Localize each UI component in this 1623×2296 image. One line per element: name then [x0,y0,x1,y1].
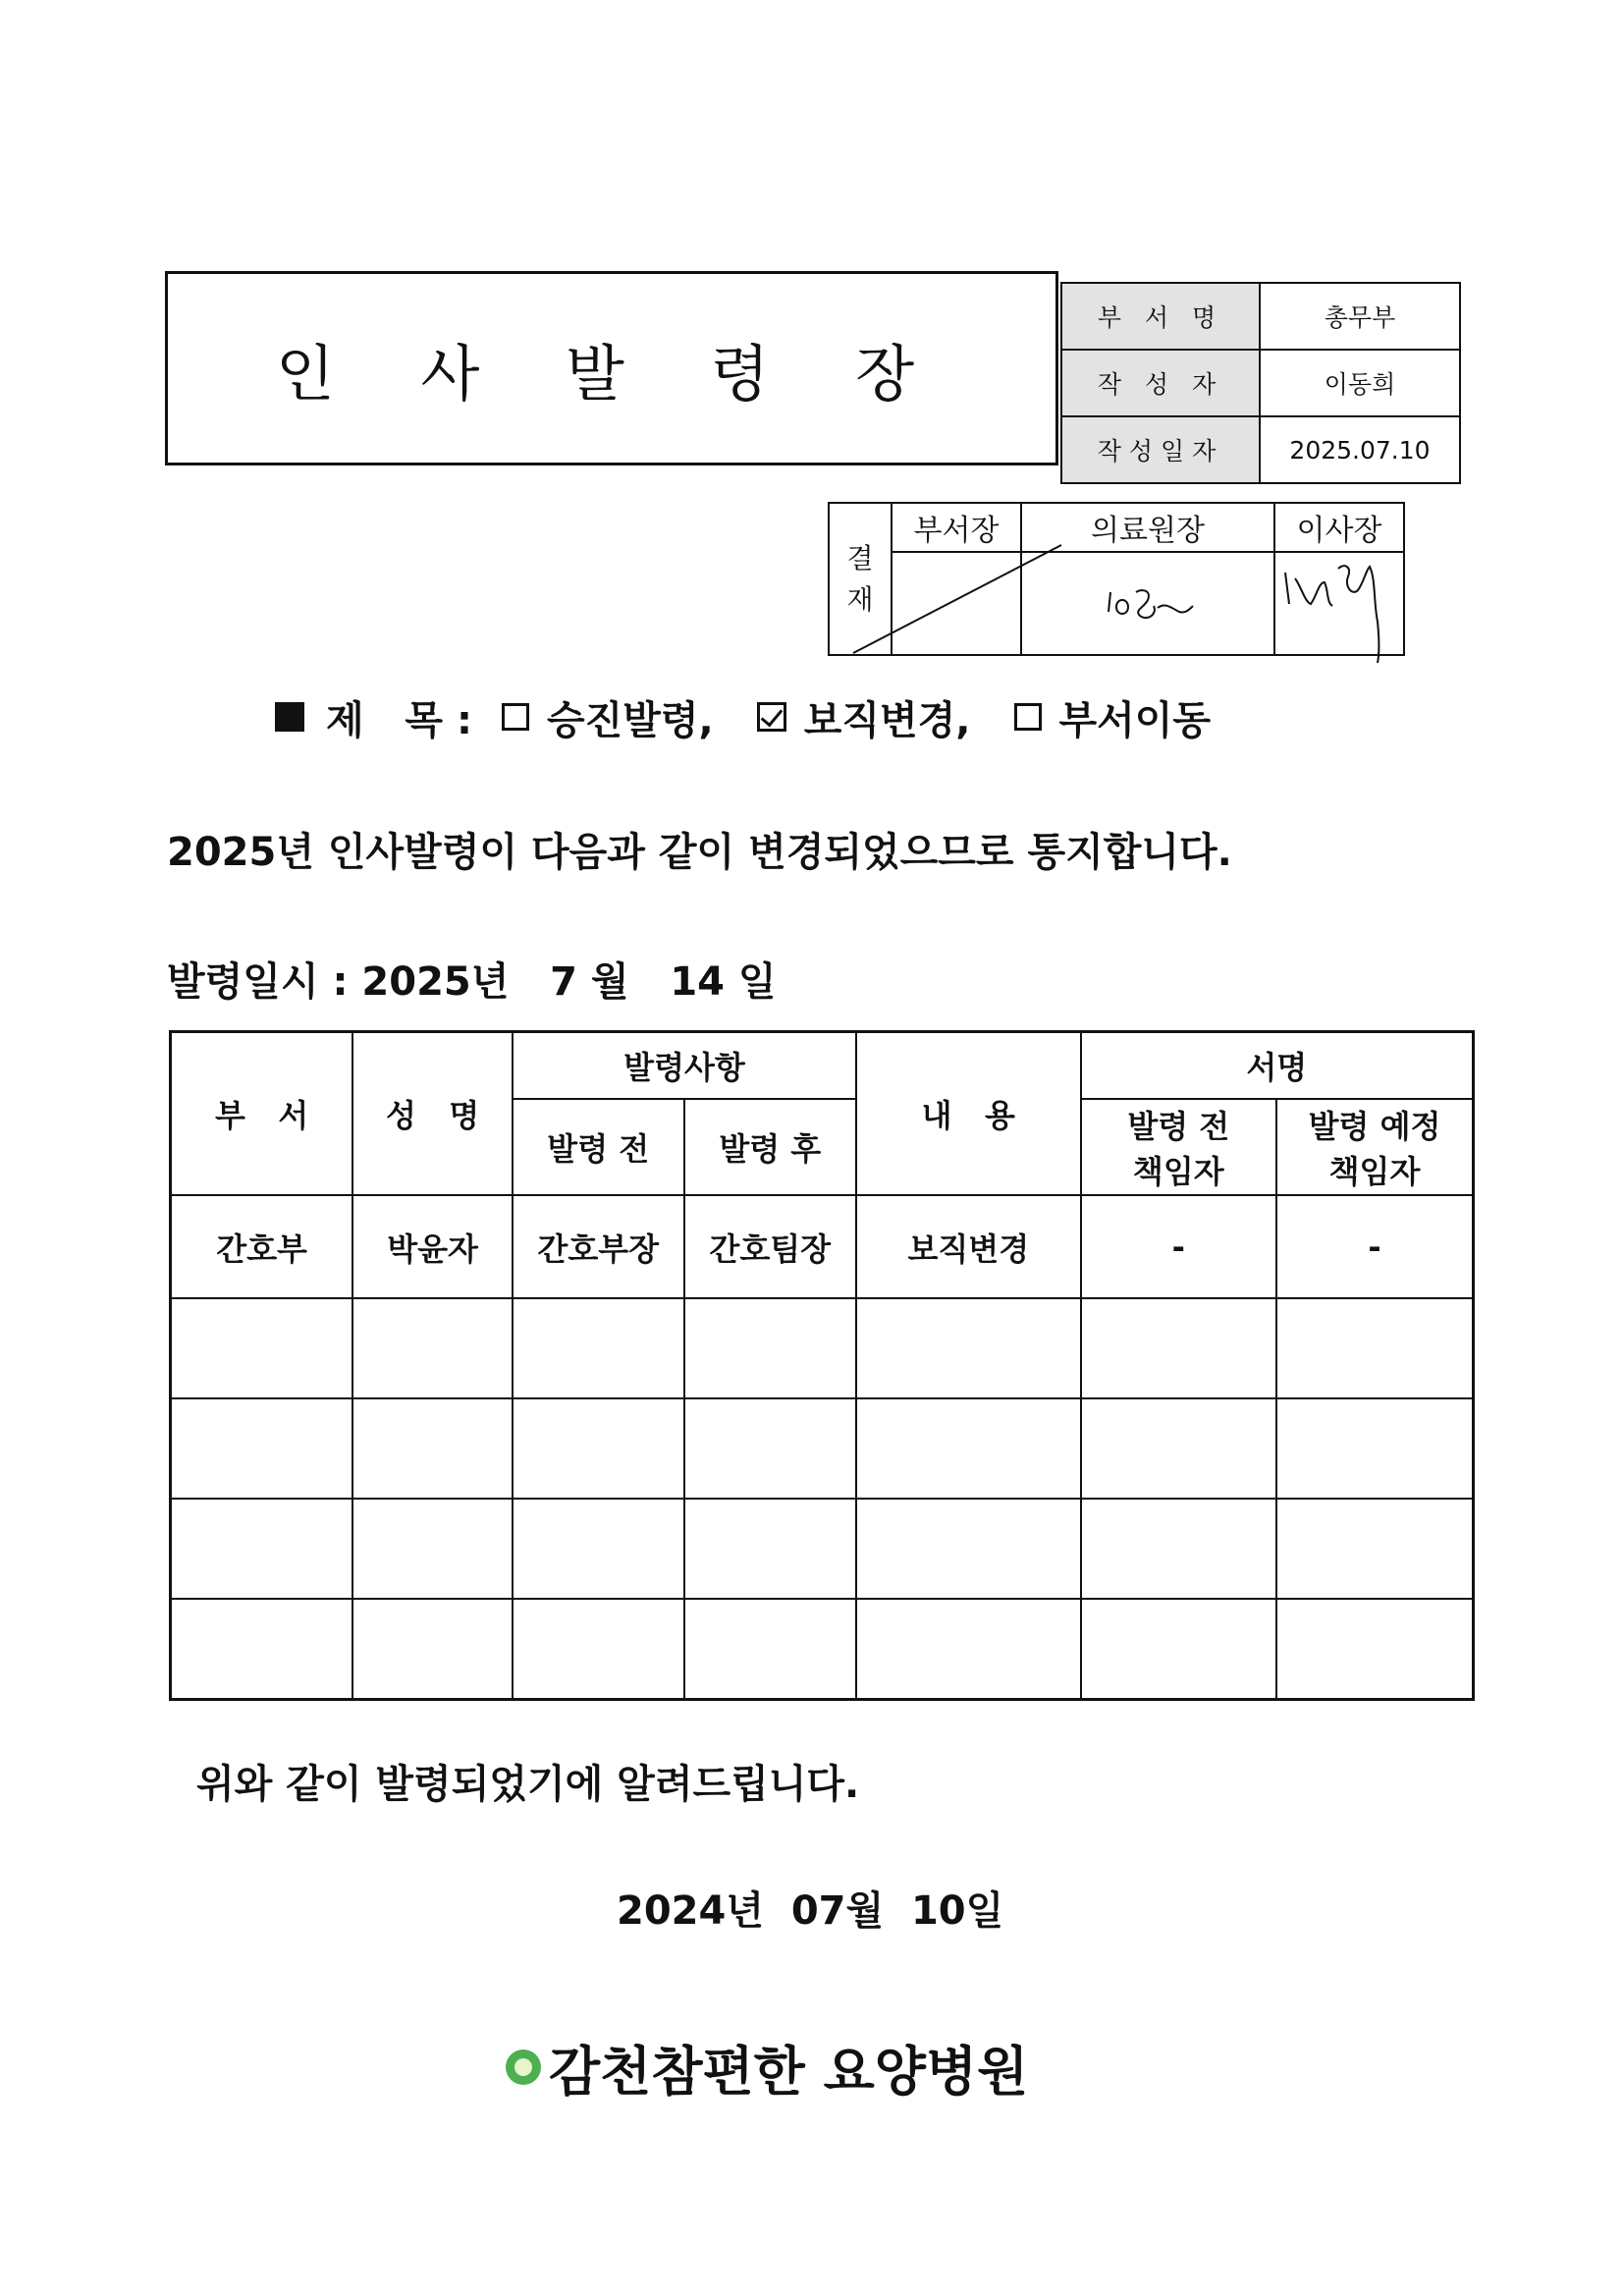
signature-director [1063,553,1232,646]
subject-label: 제 목 : [326,697,472,743]
subject-option-transfer: 부서이동 [1058,697,1212,743]
header-name: 성 명 [352,1032,513,1196]
issue-date: 2024년 07월 10일 [617,1888,1004,1934]
approval-side-char: 결 [846,541,874,574]
info-row-author [1061,350,1460,416]
checkbox-empty-icon [502,703,529,731]
cell-before: 간호부장 [513,1195,684,1298]
subject-line [275,687,1211,746]
bullet-square-icon [275,702,304,732]
header-after: 발령 후 [684,1099,857,1195]
approval-header-dept-head: 부서장 [892,503,1021,552]
closing-text: 위와 같이 발령되었기에 알려드립니다. [196,1762,860,1807]
table-row [171,1195,1474,1298]
header-sign-after-line2: 책임자 [1328,1153,1421,1190]
cell-after: 간호팀장 [684,1195,857,1298]
checkbox-empty-icon [1014,703,1042,731]
info-row-date [1061,416,1460,483]
subject-option-promotion: 승진발령, [546,697,714,743]
header-sign: 서명 [1081,1032,1474,1100]
header-sign-before-line2: 책임자 [1132,1153,1224,1190]
table-row-empty [171,1398,1474,1499]
approval-sign-chairman [1274,552,1404,655]
info-table [1060,282,1461,484]
header-before: 발령 전 [513,1099,684,1195]
info-value: 이동희 [1260,350,1460,416]
personnel-table [169,1030,1475,1701]
effective-date: 발령일시 : 2025년 7 월 14 일 [167,959,777,1005]
header-content: 내 용 [856,1032,1081,1196]
signature-chairman [1275,533,1444,671]
header-dept: 부 서 [171,1032,353,1196]
cell-content: 보직변경 [856,1195,1081,1298]
hospital-logo-icon [506,2050,541,2085]
approval-header-director: 의료원장 [1021,503,1274,552]
notice-text: 2025년 인사발령이 다음과 같이 변경되었으므로 통지합니다. [167,830,1232,875]
strike-line [853,545,1022,683]
info-row-dept [1061,283,1460,350]
checkbox-checked-icon [757,702,786,732]
cell-name: 박윤자 [352,1195,513,1298]
approval-table [828,502,1405,656]
table-row-empty [171,1298,1474,1398]
info-label: 작성일자 [1061,416,1260,483]
info-label: 작 성 자 [1061,350,1260,416]
info-value: 2025.07.10 [1260,416,1460,483]
table-row-empty [171,1499,1474,1599]
hospital-name: 감천참편한 요양병원 [549,2040,1029,2103]
subject-option-position-change: 보직변경, [803,697,971,743]
header-order: 발령사항 [513,1032,856,1100]
document-title: 인 사 발 령 장 [275,337,948,410]
header-sign-before [1081,1099,1276,1195]
header-sign-before-line1: 발령 전 [1127,1108,1230,1145]
cell-sign-before: - [1081,1195,1276,1298]
approval-header-chairman: 이사장 [1274,503,1404,552]
info-value: 총무부 [1260,283,1460,350]
approval-side-char: 재 [846,582,874,616]
table-row-empty [171,1599,1474,1700]
cell-dept: 간호부 [171,1195,353,1298]
approval-sign-director [1021,552,1274,655]
header-sign-after-line1: 발령 예정 [1308,1108,1441,1145]
cell-sign-after: - [1276,1195,1473,1298]
info-label: 부 서 명 [1061,283,1260,350]
hospital-name-block [506,2033,1028,2102]
approval-sign-dept-head [892,552,1021,655]
header-sign-after [1276,1099,1473,1195]
